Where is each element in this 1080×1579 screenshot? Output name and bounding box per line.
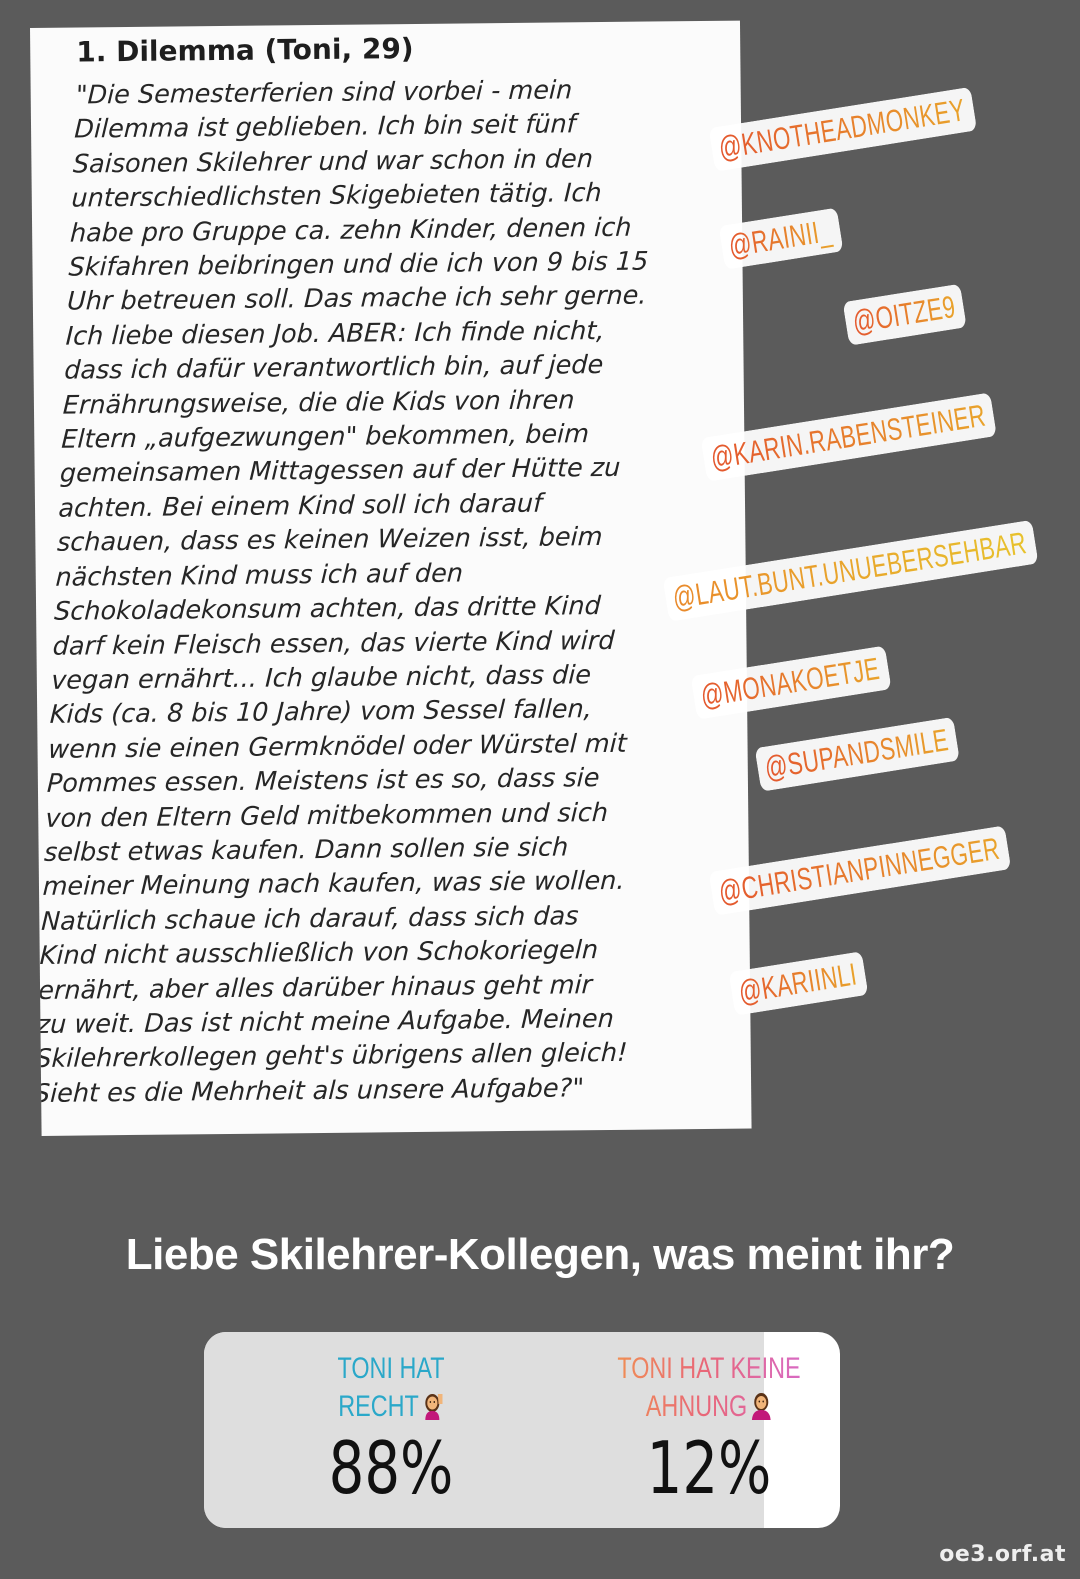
woman-shrugging-icon [750,1390,772,1420]
mention-text: @SUPANDSMILE [762,722,951,786]
poll-option-toni-clueless[interactable] [559,1350,840,1508]
article-clipping [30,21,752,1136]
mention-text: @MONAKOETJE [698,650,882,714]
woman-raising-hand-icon [422,1390,444,1420]
poll-option-percent: 88% [328,1426,454,1510]
mention-text: @RAINII_ [726,212,835,264]
watermark: oe3.orf.at [939,1542,1066,1567]
poll-option-label: TONI HAT KEINE AHNUNG [617,1352,801,1423]
article-body: "Die Semesterferien sind vorbei - mein Dilemma ist geblieben. Ich bin seit fünf Saisonen Skilehrer und war schon in den unterschiedlichsten Skigebieten tätig. Ich habe pro Gruppe ca. zehn Kinder, denen ich Skifahren beibringen und die ich von 9 bis 15 Uhr betreuen soll. Das mache ich sehr gerne. Ich liebe diesen Job. ABER: Ich finde nicht, dass ich dafür verantwortlich bin, auf jede Ernährungsweise, die die Kids von ihren Eltern „aufgezwungen" bekommen, beim gemeinsamen Mittagessen auf der Hütte zu achten. Bei einem Kind soll ich darauf schauen, dass es keinen Weizen isst, beim nächsten Kind muss ich auf den Schokoladekonsum achten, das dritte Kind darf kein Fleisch essen, das vierte Kind wird vegan ernährt... Ich glaube nicht, dass die Kids (ca. 8 bis 10 Jahre) vom Sessel fallen, wenn sie einen Germknödel oder Würstel mit Pommes essen. Meistens ist es so, dass sie von den Eltern Geld mitbekommen und sich selbst etwas kaufen. Dann sollen sie sich meiner Meinung nach kaufen, was sie wollen. Natürlich schaue ich darauf, dass sich das Kind nicht ausschließlich von Schokoriegeln ernährt, aber alles darüber hinaus geht mir zu weit. Das ist nicht meine Aufgabe. Meinen Skilehrerkollegen geht's übrigens allen gleich! Sieht es die Mehrheit als unsere Aufgabe?" [33,75,649,1109]
poll-question: Liebe Skilehrer-Kollegen, was meint ihr? [125,1230,955,1279]
mention-text: @KNOTHEADMONKEY [716,92,968,166]
mention-text: @CHRISTIANPINNEGGER [716,830,1003,910]
poll-sticker[interactable] [204,1332,840,1528]
mention-tag[interactable] [709,825,1012,915]
poll-option-percent: 12% [646,1426,772,1510]
mention-tag[interactable] [709,87,977,172]
poll-option-label: TONI HAT RECHT [337,1352,445,1423]
article-title: 1. Dilemma (Toni, 29) [76,31,414,69]
mention-tag[interactable] [843,284,968,346]
poll-option-toni-right[interactable] [226,1350,556,1508]
mention-tag[interactable] [701,392,998,481]
mention-tag[interactable] [755,717,961,792]
mention-text: @KARIINLI [736,956,860,1010]
mention-text: @LAUT.BUNT.UNUEBERSEHBAR [670,525,1029,616]
mention-text: @KARIN.RABENSTEINER [708,397,988,476]
mention-text: @OITZE9 [850,288,958,340]
